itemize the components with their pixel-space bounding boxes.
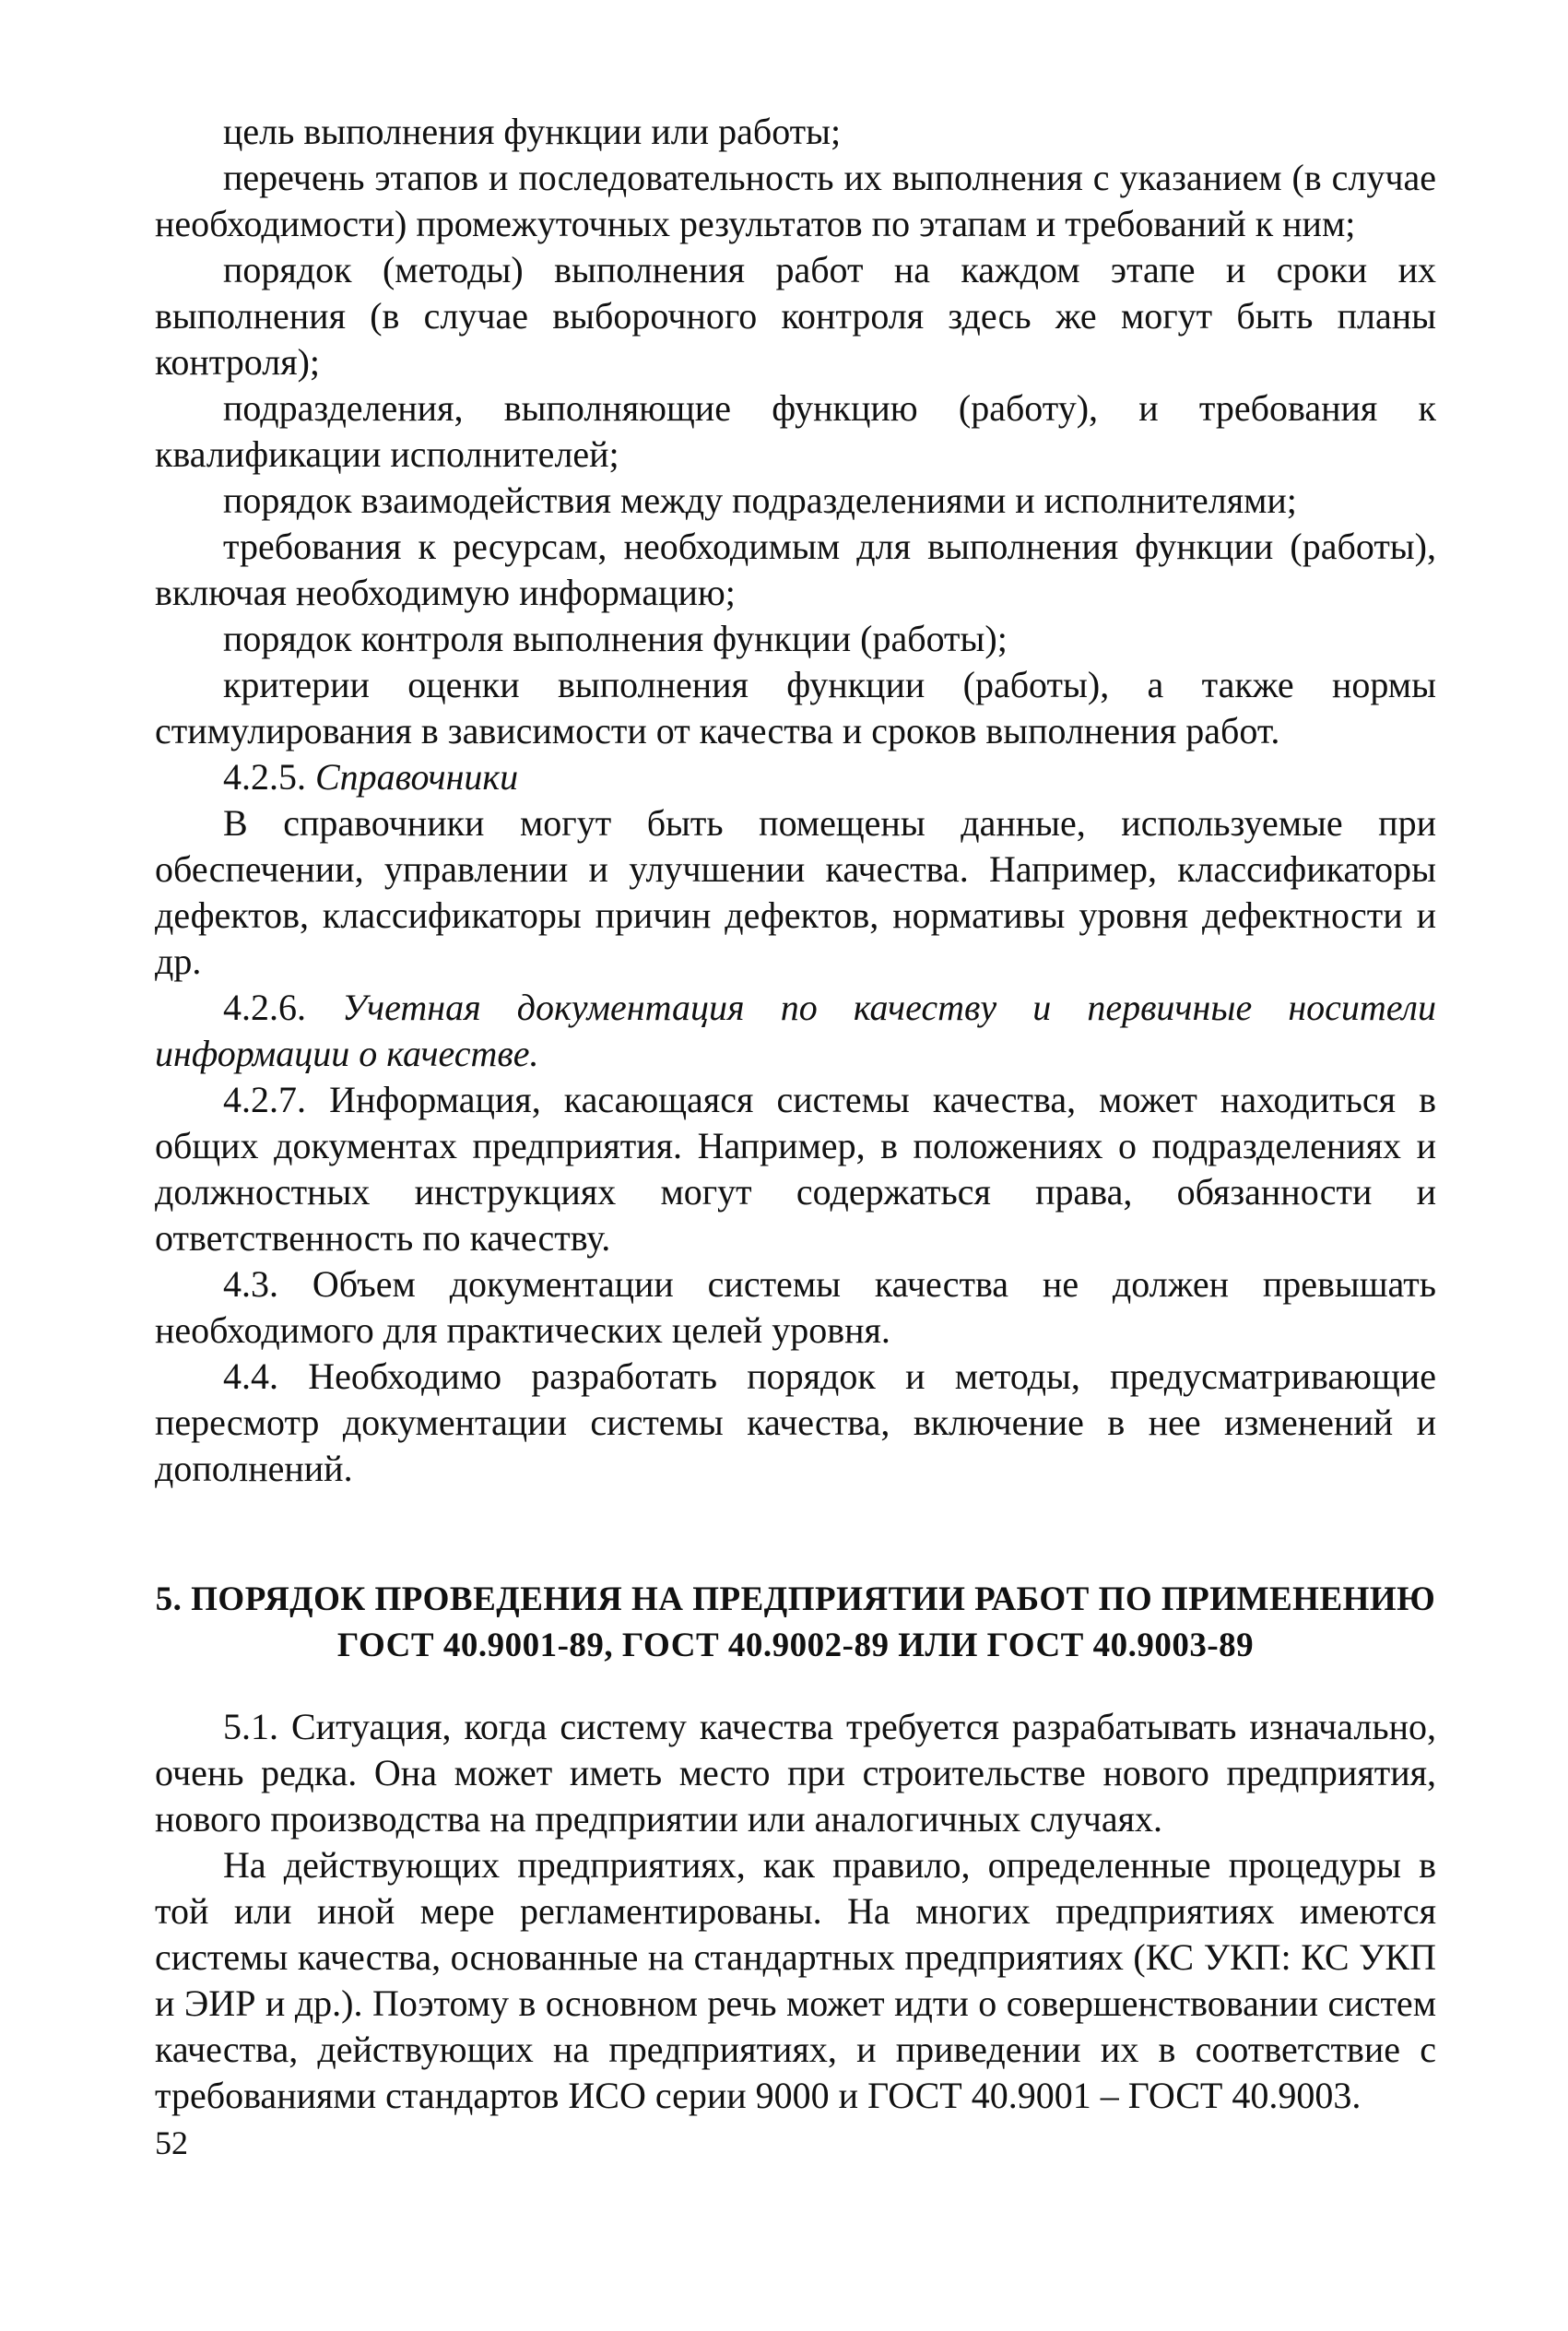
- page-number: 52: [155, 2124, 188, 2161]
- section-text: Ситуация, когда систему качества требуется разрабатывать изначально, очень редка. Она может иметь место при строительстве нового предприятия, нового производства на предприятии или аналогичных случаях.: [155, 1706, 1437, 1840]
- list-item-interaction: порядок взаимодействия между подразделениями и исполнителями;: [223, 479, 1297, 521]
- list-item-stages: перечень этапов и последовательность их выполнения с указанием (в случае необходимости) промежуточных результатов по этапам и требований к ним;: [155, 157, 1436, 244]
- section-4-2-5-text: В справочники могут быть помещены данные, используемые при обеспечении, управлении и улучшении качества. Например, классификаторы дефектов, классификаторы причин дефектов, нормативы уровня дефектности и др.: [155, 802, 1436, 982]
- section-4-4: [155, 1354, 1436, 1492]
- section-4-2-6: [155, 985, 1436, 1077]
- section-title: Справочники: [315, 756, 519, 798]
- section-4-2-7: [155, 1077, 1436, 1261]
- list-item-methods: порядок (методы) выполнения работ на каждом этапе и сроки их выполнения (в случае выборочного контроля здесь же могут быть планы контроля);: [155, 249, 1436, 383]
- section-4-3: [155, 1261, 1436, 1354]
- section-5-paragraph-2: На действующих предприятиях, как правило, определенные процедуры в той или иной мере регламентированы. На многих предприятиях имеются системы качества, основанные на стандартных предприятиях (КС УКП: КС УКП и ЭИР и др.). Поэтому в основном речь может идти о совершенствовании систем качества, действующих на предприятиях, и приведении их в соответствие с требованиями стандартов ИСО серии 9000 и ГОСТ 40.9001 – ГОСТ 40.9003.: [155, 1844, 1436, 2116]
- section-text: Необходимо разработать порядок и методы, предусматривающие пересмотр документации системы качества, включение в нее изменений и дополнений.: [155, 1355, 1436, 1489]
- section-5-heading: [155, 1577, 1436, 1669]
- section-number: 5.1.: [223, 1706, 278, 1747]
- section-number: 4.4.: [223, 1355, 278, 1397]
- list-item-criteria: критерии оценки выполнения функции (работы), а также нормы стимулирования в зависимости от качества и сроков выполнения работ.: [155, 664, 1436, 751]
- section-4-2-5-heading: [155, 754, 1436, 800]
- section-text: Информация, касающаяся системы качества, может находиться в общих документах предприятия. Например, в положениях о подразделениях и должностных инструкциях могут содержаться права, обязанности и ответственность по качеству.: [155, 1079, 1437, 1259]
- section-5-heading-line-2: ГОСТ 40.9001-89, ГОСТ 40.9002-89 ИЛИ ГОСТ 40.9003-89: [336, 1627, 1255, 1664]
- section-number: 4.2.6.: [223, 987, 306, 1028]
- section-number: 4.3.: [223, 1263, 278, 1305]
- section-title: Учетная документация по качеству и первичные носители информации о качестве.: [155, 987, 1437, 1074]
- section-5-1: [155, 1704, 1436, 1842]
- section-text: Объем документации системы качества не должен превышать необходимого для практических целей уровня.: [155, 1263, 1436, 1351]
- list-item-resources: требования к ресурсам, необходимым для выполнения функции (работы), включая необходимую информацию;: [155, 526, 1436, 613]
- list-item-goal: цель выполнения функции или работы;: [223, 111, 842, 152]
- section-5-heading-line-1: 5. ПОРЯДОК ПРОВЕДЕНИЯ НА ПРЕДПРИЯТИИ РАБОТ ПО ПРИМЕНЕНИЮ: [155, 1580, 1436, 1618]
- document-page: [155, 109, 1436, 2119]
- section-number: 4.2.7.: [223, 1079, 306, 1120]
- list-item-departments: подразделения, выполняющие функцию (работу), и требования к квалификации исполнителей;: [155, 387, 1436, 475]
- section-number: 4.2.5.: [223, 756, 306, 798]
- list-item-control: порядок контроля выполнения функции (работы);: [223, 618, 1008, 659]
